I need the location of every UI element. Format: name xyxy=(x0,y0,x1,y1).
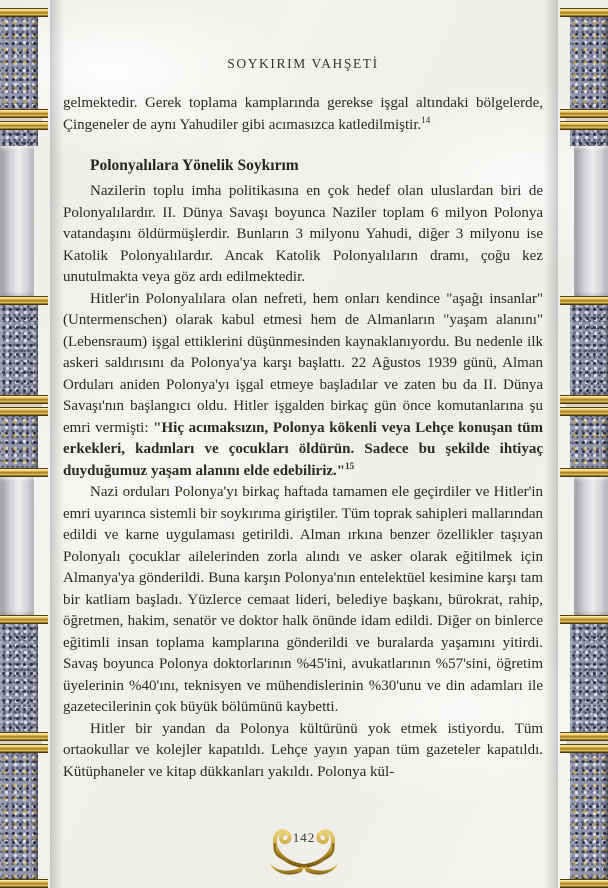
gold-band xyxy=(560,732,608,741)
paragraph: Nazilerin toplu imha politikasına en çok hedef olan uluslardan biri de Polonyalılardır. II. Dünya Savaşı boyunca Naziler toplam 6 milyon Polonya vatandaşını öldürmüşlerdir. Bunların 3 milyonu Yahudi, diğer 3 milyonu ise Katolik Polonyalılardır. Ancak Katolik Polonyalıların dramı, çoğu kez unutulmakta veya göz ardı edilmektedir. xyxy=(63,183,543,285)
column-segment xyxy=(0,17,38,109)
section-heading: Polonyalılara Yönelik Soykırım xyxy=(90,157,299,174)
paragraph-text: Hitler'in Polonyalılara olan nefreti, hem onları kendince "aşağı insanlar" (Untermenschen) olarak kabul etmesi hem de Almanların "yaşam alanını" (Lebensraum) işgal ettiklerini düşünmesinden kaynaklanıyordu. Bu nedenle ilk askeri saldırısını da Polonya'ya karşı başlattı. 22 Ağustos 1939 günü, Alman Orduları aniden Polonya'yı işgal etmeye başladılar ve zaten bu da II. Dünya Savaşı'nın başlangıcı oldu. Hitler işgalden birkaç gün önce komutanlarına şu emri vermişti: xyxy=(63,290,543,436)
paragraph: Nazi orduları Polonya'yı birkaç haftada tamamen ele geçirdiler ve Hitler'in emri uyarınca sistemli bir soykırıma giriştiler. Tüm toprak sahipleri mallarından edildi ve karne uygulaması getirildi. Alman ırkına benzer özellikler taşıyan Polonyalı çocuklar ailelerinden zorla alındı ve asker olarak eğitilmek için Almanya'ya gönderildi. Buna karşın Polonya'nın entelektüel kesimine karşı tam bir katliam başladı. Yüzlerce cemaat lideri, belediye başkanı, bürokrat, rahip, öğretmen, hakim, senatör ve doktor halk önünde idam edildi. Diğer on binlerce eğitimli insan toplama kamplarına gönderildi ve buralarda yaşamını yitirdi. Savaş boyunca Polonya doktorlarının %45'ini, avukatlarının %57'sini, öğretim üyelerinin %40'ını, teknisyen ve mühendislerinin %30'unu ve din adamları ile gazetecilerinin çok büyük bölümünü kaybetti. xyxy=(63,484,543,715)
column-segment xyxy=(0,0,50,8)
gold-band xyxy=(0,8,48,17)
left-ornament-border xyxy=(0,0,50,888)
column-segment xyxy=(0,416,38,468)
gold-band xyxy=(0,879,48,888)
gold-band xyxy=(0,615,48,624)
gold-band xyxy=(560,744,608,753)
gold-band xyxy=(0,109,48,118)
gold-band xyxy=(560,121,608,130)
gold-band xyxy=(0,732,48,741)
body-text xyxy=(63,93,543,783)
column-segment xyxy=(570,305,608,395)
column-segment xyxy=(0,624,38,732)
gold-band xyxy=(560,109,608,118)
gold-band xyxy=(560,879,608,888)
page-footer xyxy=(0,824,608,876)
gold-band xyxy=(560,296,608,305)
gold-band xyxy=(560,395,608,404)
gold-band xyxy=(560,8,608,17)
paragraph-with-quote xyxy=(63,289,543,483)
column-segment xyxy=(570,17,608,109)
right-ornament-border xyxy=(558,0,608,888)
page-content xyxy=(63,0,543,783)
column-segment xyxy=(0,130,38,146)
column-segment xyxy=(574,477,608,615)
gold-band xyxy=(560,407,608,416)
running-header: SOYKIRIM VAHŞETİ xyxy=(227,56,379,71)
column-segment xyxy=(558,0,608,8)
gold-flourish-ornament xyxy=(239,824,369,876)
column-segment xyxy=(574,146,608,296)
bold-quote: "Hiç acımaksızın, Polonya kökenli veya Lehçe konuşan tüm erkekleri, kadınları ve çocukları öldürün. Sadece bu şekilde ihtiyaç duyduğumuz yaşam alanını elde edebiliriz." xyxy=(63,419,543,479)
paragraph-continuation xyxy=(63,93,543,136)
column-segment xyxy=(570,624,608,732)
gold-band xyxy=(0,395,48,404)
gold-band xyxy=(0,744,48,753)
paragraph: Hitler bir yandan da Polonya kültürünü yok etmek istiyordu. Tüm ortaokullar ve kolejler kapatıldı. Lehçe yayın yapan tüm gazeteler kapatıldı. Kütüphaneler ve kitap dükkanları yakıldı. Polonya kül- xyxy=(63,720,543,780)
gold-band xyxy=(0,121,48,130)
column-segment xyxy=(0,146,34,296)
column-segment xyxy=(570,416,608,468)
paragraph-text: gelmektedir. Gerek toplama kamplarında gerekse işgal altındaki bölgelerde, Çingeneler de aynı Yahudiler gibi acımasızca katledilmiştir. xyxy=(63,95,543,133)
column-segment xyxy=(0,477,34,615)
gold-band xyxy=(560,468,608,477)
column-segment xyxy=(570,130,608,146)
gold-band xyxy=(560,615,608,624)
gold-band xyxy=(0,468,48,477)
column-segment xyxy=(0,305,38,395)
footnote-ref-14: 14 xyxy=(421,114,431,125)
gold-band xyxy=(0,407,48,416)
footnote-ref-15: 15 xyxy=(345,460,355,471)
page-number: 142 xyxy=(292,830,316,845)
gold-band xyxy=(0,296,48,305)
